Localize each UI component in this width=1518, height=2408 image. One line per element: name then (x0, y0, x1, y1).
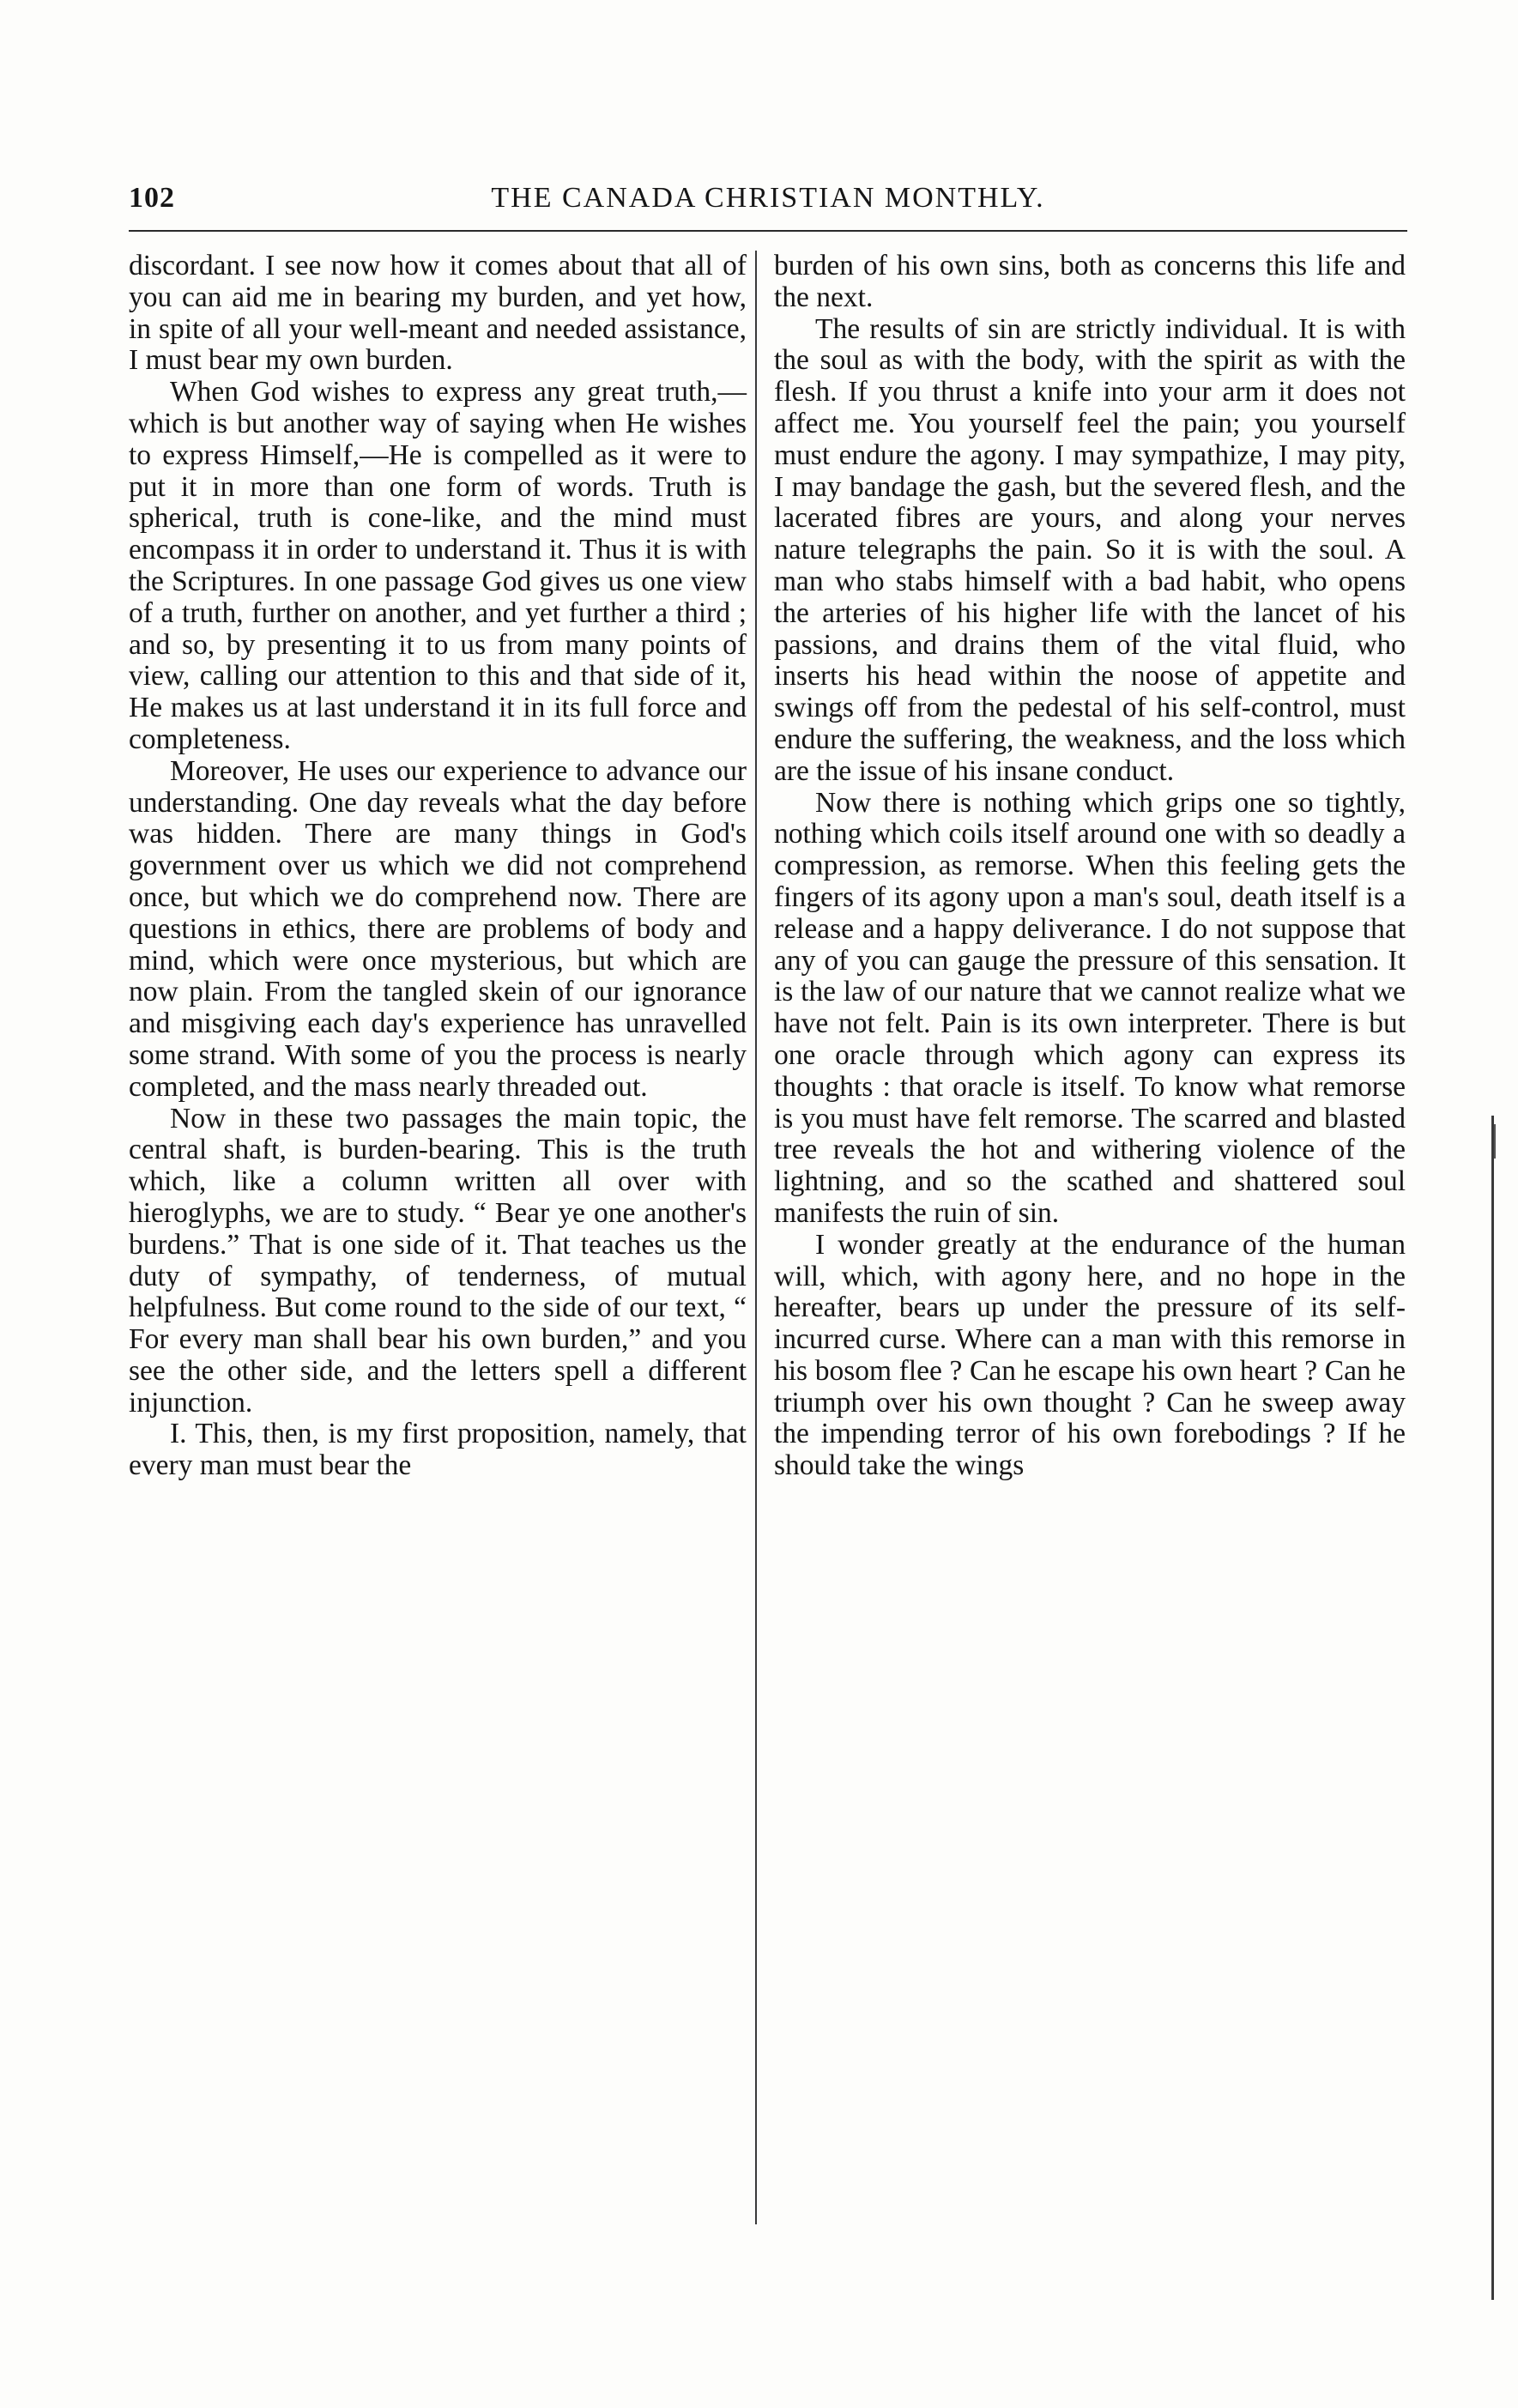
paragraph: I. This, then, is my first proposition, namely, that every man must bear the (129, 1418, 747, 1482)
paragraph: The results of sin are strictly individual. It is with the soul as with the body, with the spirit as with the flesh. If you thrust a knife into your arm it does not affect me. You yourself feel the pain; you yourself must endure the agony. I may sympathize, I may pity, I may bandage the gash, but the severed flesh, and the lacerated fibres are yours, and along your nerves nature telegraphs the pain. So it is with the soul. A man who stabs himself with a bad habit, who opens the arteries of his higher life with the lancet of his passions, and drains them of the vital fluid, who inserts his head within the noose of appetite and swings off from the pedestal of his self-control, must endure the suffering, the weakness, and the loss which are the issue of his insane conduct. (774, 312, 1406, 787)
left-column (129, 251, 747, 1482)
paragraph: When God wishes to express any great truth,—which is but another way of saying when He wishes to express Himself,—He is compelled as it were to put it in more than one form of words. Truth is spherical, truth is cone-like, and the mind must encompass it in order to understand it. Thus it is with the Scriptures. In one passage God gives us one view of a truth, further on another, and yet further a third ; and so, by presenting it to us from many points of view, calling our attention to this and that side of it, He makes us at last understand it in its full force and completeness. (129, 376, 747, 755)
paragraph: Now there is nothing which grips one so tightly, nothing which coils itself around one with so deadly a compression, as remorse. When this feeling gets the fingers of its agony upon a man's soul, death itself is a release and a happy deliverance. I do not suppose that any of you can gauge the pressure of this sensation. It is the law of our nature that we cannot realize what we have not felt. Pain is its own interpreter. There is but one oracle through which agony can express its thoughts : that oracle is itself. To know what remorse is you must have felt remorse. The scarred and blasted tree reveals the hot and withering violence of the lightning, and so the scathed and shattered soul manifests the ruin of sin. (774, 786, 1406, 1229)
paragraph: burden of his own sins, both as concerns this life and the next. (774, 250, 1406, 313)
paragraph: discordant. I see now how it comes about that all of you can aid me in bearing my burden, and yet how, in spite of all your well-meant and needed assistance, I must bear my own burden. (129, 250, 747, 377)
page-number: 102 (129, 182, 175, 214)
header-rule (129, 230, 1407, 232)
margin-tick (1494, 1124, 1496, 1159)
paragraph: I wonder greatly at the endurance of the human will, which, with agony here, and no hope in the hereafter, bears up under the pressure of its self-incurred curse. Where can a man with this remorse in his bosom flee ? Can he escape his own heart ? Can he triumph over his own thought ? Can he sweep away the impending terror of his own forebodings ? If he should take the wings (774, 1228, 1406, 1482)
column-divider (755, 251, 757, 2224)
paragraph: Now in these two passages the main topic, the central shaft, is burden-bearing. This is the truth which, like a column written all over with hieroglyphs, we are to study. “ Bear ye one another's burdens.” That is one side of it. That teaches us the duty of sympathy, of tenderness, of mutual helpfulness. But come round to the side of our text, “ For every man shall bear his own burden,” and you see the other side, and the letters spell a different injunction. (129, 1102, 747, 1419)
right-column (774, 251, 1406, 1482)
paragraph: Moreover, He uses our experience to advance our understanding. One day reveals what the day before was hidden. There are many things in God's government over us which we did not comprehend once, but which we do comprehend now. There are questions in ethics, there are problems of body and mind, which were once mysterious, but which are now plain. From the tangled skein of our ignorance and misgiving each day's experience has unravelled some strand. With some of you the process is nearly completed, and the mass nearly threaded out. (129, 754, 747, 1103)
margin-mark (1491, 1116, 1494, 2300)
running-title: THE CANADA CHRISTIAN MONTHLY. (491, 182, 1045, 214)
page-header (129, 182, 1407, 223)
